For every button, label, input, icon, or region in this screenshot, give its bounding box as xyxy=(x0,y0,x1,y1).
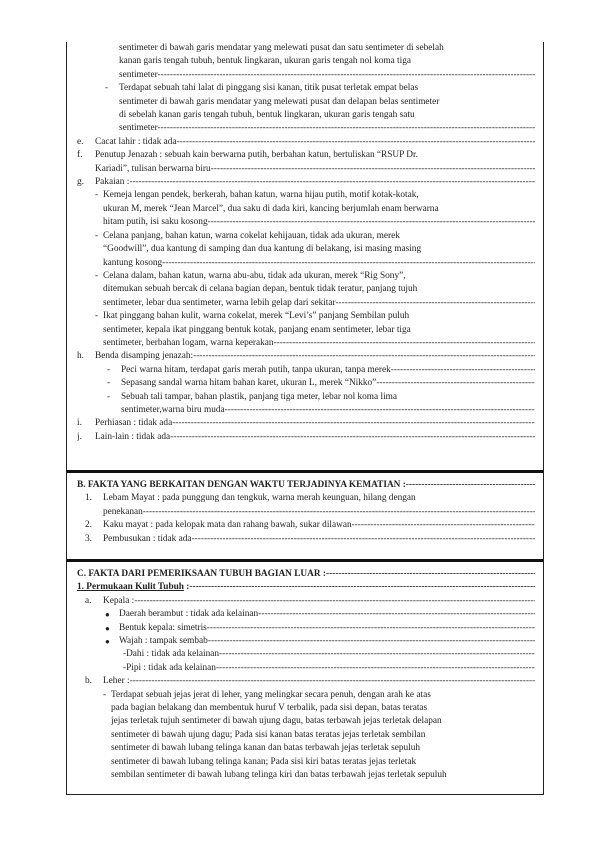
pakaian-item xyxy=(77,270,535,310)
text-line: ditemukan sebuah bercak di celana bagian depan, bentuk tidak teratur, panjang tujuh xyxy=(103,284,418,295)
text-line: Celana dalam, bahan katun, warna abu-abu, tidak ada ukuran, merek “Rig Sony”, xyxy=(103,270,406,281)
bullet-icon: ● xyxy=(105,610,110,620)
text-line: Wajah : tampak sembab ----- xyxy=(119,635,535,648)
section-a xyxy=(67,42,543,470)
list-marker: 2. xyxy=(85,520,92,531)
list-marker: - xyxy=(95,270,99,281)
text-line: sentimeter ----- xyxy=(119,122,535,135)
item-i xyxy=(77,417,535,430)
text-line: Cacat lahir : tidak ada ----- xyxy=(95,136,535,149)
text-line: Penutup Jenazah : sebuah kain berwarna putih, berbahan katun, bertuliskan “RSUP Dr. xyxy=(95,150,418,161)
text-line: Leher : ----- xyxy=(103,675,535,688)
list-marker: - xyxy=(103,689,107,700)
benda-item xyxy=(77,391,535,418)
list-item xyxy=(77,492,535,519)
item-f xyxy=(77,149,535,176)
text-line: sentimeter di bawah lubang telinga kanan dan batas terbawah jejas terletak sepuluh xyxy=(111,743,421,754)
list-marker: - xyxy=(107,391,111,402)
list-marker: 3. xyxy=(85,533,92,544)
text-line: sentimeter di bawah garis mendatar yang melewati pusat dan delapan belas sentimeter xyxy=(119,96,440,107)
item-j xyxy=(77,431,535,444)
bullet-icon: ● xyxy=(105,623,110,633)
item-h xyxy=(77,350,535,363)
text-line: Kaku mayat : pada kelopak mata dan rahang bawah, sukar dilawan ----- xyxy=(103,519,535,532)
item-b xyxy=(77,675,535,688)
list-item xyxy=(77,82,535,136)
benda-item xyxy=(77,377,535,390)
text-line: kanan garis tengah tubuh, bentuk lingkaran, ukuran garis tengah nol koma tiga xyxy=(119,56,411,67)
text-line: sembilan sentimeter di bawah lubang telinga kiri dan batas terbawah jejas terletak sepuluh xyxy=(111,770,447,781)
text-line: Kepala : ----- xyxy=(103,595,535,608)
text-line: sentimeter di bawah lubang telinga kanan; Pada sisi kiri batas teratas jejas terletak xyxy=(111,756,417,767)
text-line: Lain-lain : tidak ada ----- xyxy=(95,431,535,444)
text-line: Celana panjang, bahan katun, warna cokelat kehijauan, tidak ada ukuran, merek xyxy=(103,230,400,241)
pakaian-item xyxy=(77,310,535,350)
list-item xyxy=(77,533,535,546)
kepala-item xyxy=(77,622,535,635)
list-marker: a. xyxy=(85,595,92,606)
text-line: hitam putih, isi saku kosong ----- xyxy=(103,216,535,229)
text-line: sentimeter, berbahan logam, warna keperakan ----- xyxy=(103,337,535,350)
text-line: sentimeter ----- xyxy=(77,69,535,82)
section-c-title: C. FAKTA DARI PEMERIKSAAN TUBUH BAGIAN LUAR : ----- xyxy=(77,568,535,581)
list-marker: - xyxy=(107,364,111,375)
list-marker: - xyxy=(95,230,99,241)
list-item xyxy=(77,519,535,532)
list-marker: e. xyxy=(77,136,84,147)
list-marker: - xyxy=(105,83,109,94)
text-line: sentimeter,warna biru muda ----- xyxy=(121,404,535,417)
pakaian-item xyxy=(77,189,535,229)
text-line: pada bagian belakang dan membentuk huruf V terbalik, pada sisi depan, batas teratas xyxy=(111,703,428,714)
text-line: Pembusukan : tidak ada ----- xyxy=(103,533,535,546)
item-e xyxy=(77,136,535,149)
wajah-sub-line: -Pipi : tidak ada kelainan ----- xyxy=(77,662,535,675)
item-g xyxy=(77,176,535,189)
subtitle-text: 1. Permukaan Kulit Tubuh xyxy=(77,582,184,593)
wajah-sub-line: -Dahi : tidak ada kelainan ----- xyxy=(77,648,535,661)
section-c xyxy=(67,559,543,783)
text-line: Sepasang sandal warna hitam bahan karet, ukuran L, merek “Nikko” ----- xyxy=(121,377,535,390)
text-line: di sebelah kanan garis tengah tubuh, bentuk lingkaran, ukuran garis tengah satu xyxy=(119,110,415,121)
bullet-icon: ● xyxy=(105,637,110,647)
list-marker: h. xyxy=(77,351,84,362)
text-line: sentimeter di bawah garis mendatar yang melewati pusat dan satu sentimeter di sebelah xyxy=(119,43,444,53)
list-marker: b. xyxy=(85,676,92,687)
text-line: Sebuah tali tampar, bahan plastik, panjang tiga meter, lebar nol koma lima xyxy=(121,391,398,402)
list-marker: 1. xyxy=(85,493,92,504)
text-line: Perhiasan : tidak ada ----- xyxy=(95,417,535,430)
text-line: Daerah berambut : tidak ada kelainan ----- xyxy=(119,608,535,621)
text-line: Bentuk kepala: simetris ----- xyxy=(119,622,535,635)
list-marker: f. xyxy=(77,150,83,161)
text-line: Terdapat sebuah jejas jerat di leher, yang melingkar secara penuh, dengan arah ke atas xyxy=(111,689,431,700)
text-line: “Goodwill”, dua kantung di samping dan dua kantung di belakang, isi masing masing xyxy=(103,244,422,255)
section-b-title: B. FAKTA YANG BERKAITAN DENGAN WAKTU TERJADINYA KEMATIAN : ----- xyxy=(77,479,535,492)
text-line: sentimeter di bawah ujung dagu; Pada sisi kanan batas teratas jejas terletak sembilan xyxy=(111,729,426,740)
pakaian-item xyxy=(77,230,535,270)
list-marker: g. xyxy=(77,177,84,188)
text-line: sentimeter, kepala ikat pinggang bentuk kotak, panjang enam sentimeter, lebar tiga xyxy=(103,324,411,335)
list-marker: j. xyxy=(77,431,82,442)
text-line: Terdapat sebuah tahi lalat di pinggang sisi kanan, titik pusat terletak empat belas xyxy=(119,83,419,94)
text-line: Benda disamping jenazah: ----- xyxy=(95,350,535,363)
text-line: kantung kosong ----- xyxy=(103,257,535,270)
list-marker: - xyxy=(95,311,99,322)
text-line: Kemeja lengan pendek, berkerah, bahan katun, warna hijau putih, motif kotak-kotak, xyxy=(103,190,419,201)
item-a xyxy=(77,595,535,608)
leher-item xyxy=(77,689,535,783)
text-line: jejas terletak tujuh sentimeter di bawah ujung dagu, batas terbawah jejas terletak delapan xyxy=(111,716,442,727)
subtitle-suffix: : xyxy=(183,582,190,593)
text-line: Pakaian : ----- xyxy=(95,176,535,189)
text-line: penekanan ----- xyxy=(103,506,535,519)
document-frame xyxy=(66,42,544,795)
text-line: Lebam Mayat : pada punggung dan tengkuk, warna merah keunguan, hilang dengan xyxy=(103,493,416,504)
text-line: sentimeter, lebar dua sentimeter, warna lebih gelap dari sekitar ----- xyxy=(103,297,535,310)
list-marker: - xyxy=(107,378,111,389)
kepala-item xyxy=(77,608,535,621)
section-b xyxy=(67,470,543,559)
text-line: ukuran M, merek “Jean Marcel”, dua saku di dada kiri, kancing berjumlah enam berwarna xyxy=(103,203,439,214)
text-line: Ikat pinggang bahan kulit, warna cokelat, merek “Levi’s” panjang Sembilan puluh xyxy=(103,311,410,322)
benda-item xyxy=(77,364,535,377)
list-marker: i. xyxy=(77,418,82,429)
text-line: Kariadi”, tulisan berwarna biru ----- xyxy=(95,163,535,176)
list-marker: - xyxy=(95,190,99,201)
section-c-subtitle xyxy=(77,581,535,594)
kepala-item xyxy=(77,635,535,648)
text-line: Peci warna hitam, terdapat garis merah putih, tanpa ukuran, tanpa merek ----- xyxy=(121,364,535,377)
